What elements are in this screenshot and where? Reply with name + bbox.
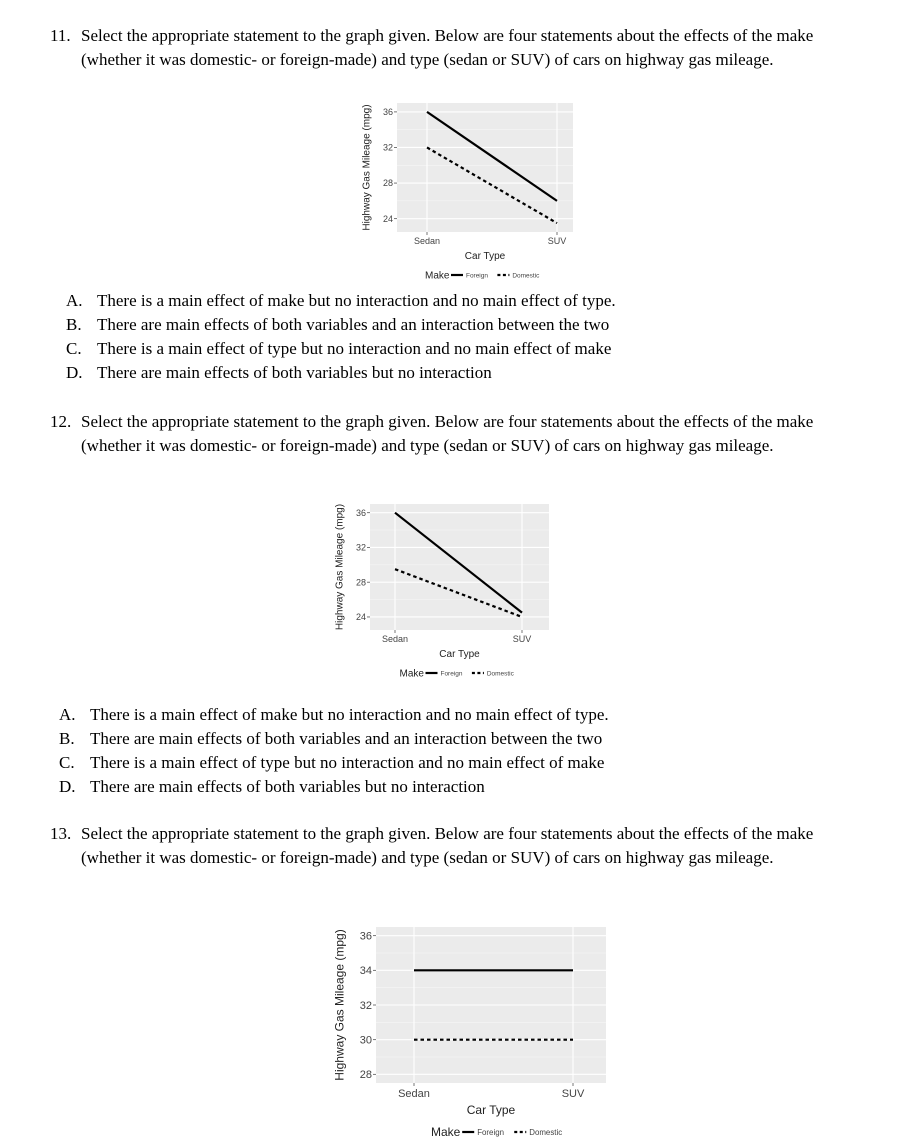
option-d[interactable]: D. There are main effects of both variables but no interaction xyxy=(66,363,492,382)
option-b[interactable]: B. There are main effects of both variables and an interaction between the two xyxy=(59,729,603,748)
y-tick-label: 32 xyxy=(382,142,393,153)
question-number: 13. xyxy=(50,824,72,843)
y-axis-title: Highway Gas Mileage (mpg) xyxy=(361,104,373,231)
legend-label: Domestic xyxy=(529,1127,563,1137)
y-axis-title: Highway Gas Mileage (mpg) xyxy=(334,503,346,631)
question-number: 12. xyxy=(50,412,72,431)
y-tick-label: 32 xyxy=(359,999,372,1012)
option-a[interactable]: A. There is a main effect of make but no interaction and no main effect of type. xyxy=(59,705,609,724)
legend-label: Domestic xyxy=(512,272,540,280)
legend-label: Foreign xyxy=(477,1127,505,1137)
legend-title: Make xyxy=(425,270,450,282)
x-tick-label: SUV xyxy=(512,634,532,644)
x-tick-label: Sedan xyxy=(413,236,441,246)
y-tick-label: 36 xyxy=(359,930,372,943)
y-tick-label: 24 xyxy=(355,612,366,623)
option-c[interactable]: C. There is a main effect of type but no interaction and no main effect of make xyxy=(59,753,605,772)
legend-label: Foreign xyxy=(466,272,488,280)
x-axis-title: Car Type xyxy=(466,1103,516,1117)
option-a[interactable]: A. There is a main effect of make but no interaction and no main effect of type. xyxy=(66,291,616,310)
x-tick-label: Sedan xyxy=(398,1088,430,1100)
legend-label: Domestic xyxy=(486,670,514,678)
option-c[interactable]: C. There is a main effect of type but no interaction and no main effect of make xyxy=(66,339,612,358)
legend-title: Make xyxy=(399,668,424,680)
x-tick-label: SUV xyxy=(561,1088,585,1100)
question-prompt: Select the appropriate statement to the graph given. Below are four statements about the effects of the make (whether it was domestic- or foreign-made) and type (sedan or SUV) of cars on highway gas mileage. xyxy=(81,824,814,867)
question-prompt: Select the appropriate statement to the graph given. Below are four statements about the effects of the make (whether it was domestic- or foreign-made) and type (sedan or SUV) of cars on highway gas mileage. xyxy=(81,412,814,455)
y-axis-title: Highway Gas Mileage (mpg) xyxy=(332,929,347,1081)
legend-title: Make xyxy=(431,1125,461,1140)
x-axis-title: Car Type xyxy=(464,251,506,262)
y-tick-label: 34 xyxy=(359,965,372,978)
question-number: 11. xyxy=(50,26,71,45)
option-d[interactable]: D. There are main effects of both variables but no interaction xyxy=(59,777,485,796)
y-tick-label: 30 xyxy=(359,1034,372,1047)
legend-label: Foreign xyxy=(440,670,463,678)
y-tick-label: 32 xyxy=(355,542,366,553)
x-tick-label: SUV xyxy=(547,236,567,246)
y-tick-label: 36 xyxy=(355,507,366,518)
question-prompt: Select the appropriate statement to the graph given. Below are four statements about the effects of the make (whether it was domestic- or foreign-made) and type (sedan or SUV) of cars on highway gas mileage. xyxy=(81,26,814,69)
y-tick-label: 28 xyxy=(382,178,393,189)
y-tick-label: 28 xyxy=(355,577,366,588)
y-tick-label: 36 xyxy=(382,107,393,118)
y-tick-label: 24 xyxy=(382,213,393,224)
option-b[interactable]: B. There are main effects of both variables and an interaction between the two xyxy=(66,315,610,334)
x-axis-title: Car Type xyxy=(439,649,480,660)
y-tick-label: 28 xyxy=(359,1069,372,1082)
x-tick-label: Sedan xyxy=(381,634,409,644)
